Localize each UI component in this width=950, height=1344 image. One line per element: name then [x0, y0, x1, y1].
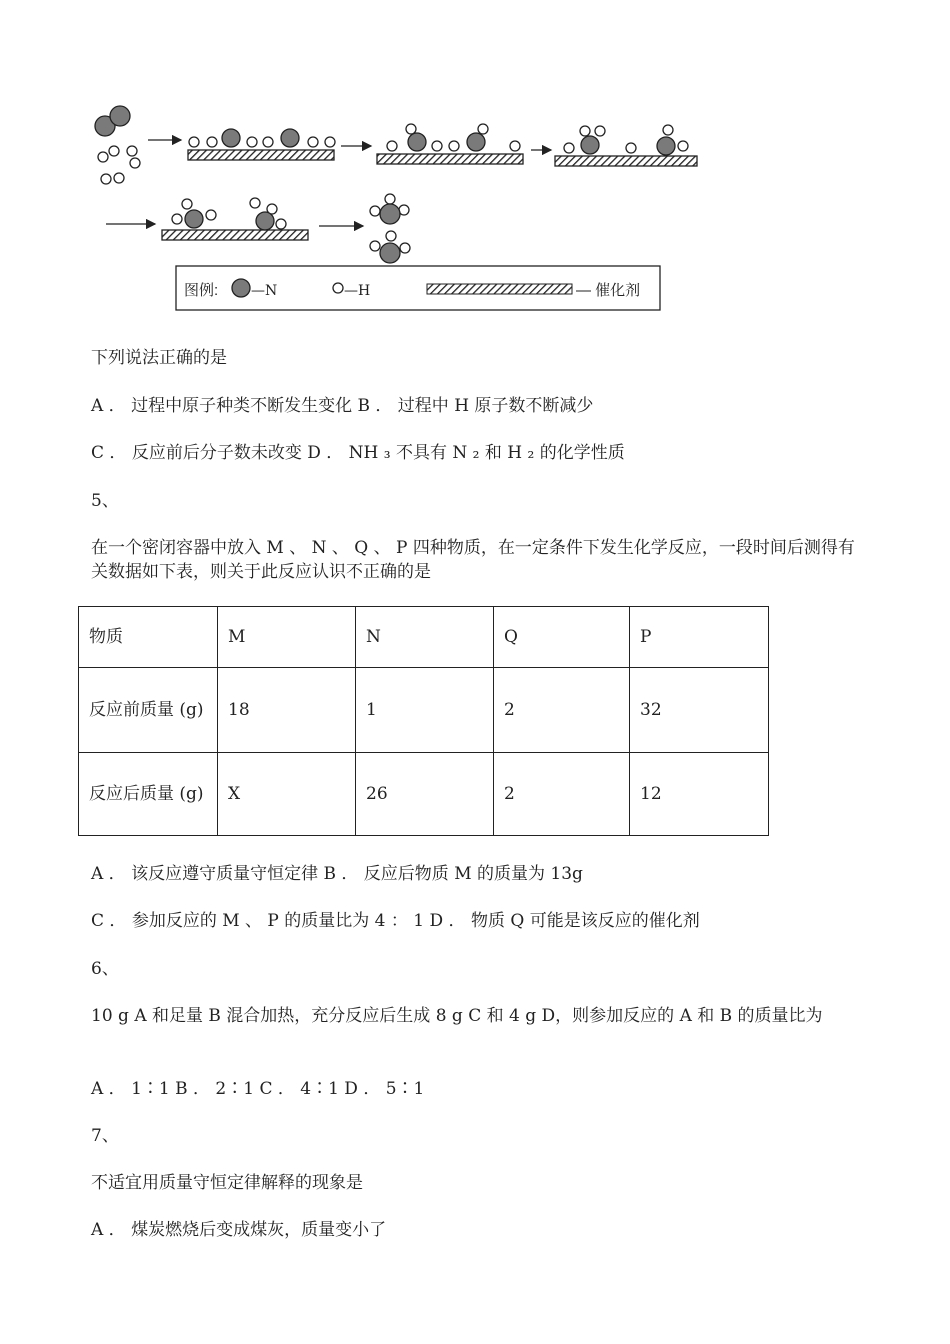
ammonia-molecules	[370, 194, 410, 263]
table-header-row	[79, 607, 769, 668]
n2-molecule	[95, 106, 130, 136]
q5-data-table	[78, 606, 769, 836]
q4-options-ab: A ． 过程中原子种类不断发生变化 B ． 过程中 H 原子数不断减少	[91, 396, 594, 416]
legend-n-label: —N	[251, 283, 278, 299]
table-cell: 32	[630, 668, 769, 753]
h2-molecules	[98, 146, 140, 184]
table-row	[79, 668, 769, 753]
q5-number: 5、	[91, 491, 119, 511]
n-atom-icon	[232, 279, 250, 297]
table-cell: 2	[494, 753, 630, 836]
q7-option-a: A ． 煤炭燃烧后变成煤灰，质量变小了	[91, 1220, 387, 1240]
legend-title: 图例:	[184, 282, 219, 299]
q4-options-cd: C ． 反应前后分子数未改变 D ． NH ₃ 不具有 N ₂ 和 H ₂ 的化学性质	[91, 443, 625, 463]
q6-stem: 10 g A 和足量 B 混合加热，充分反应后生成 8 g C 和 4 g D，则参加反应的 A 和 B 的质量比为	[91, 1006, 823, 1026]
q5-stem: 在一个密闭容器中放入 M 、 N 、 Q 、 P 四种物质，在一定条件下发生化学反应，一段时间后测得有关数据如下表，则关于此反应认识不正确的是	[91, 538, 855, 582]
table-cell: 反应前质量 (g)	[79, 668, 218, 753]
catalyst-stage-4	[555, 125, 697, 166]
q5-options-ab: A ． 该反应遵守质量守恒定律 B ． 反应后物质 M 的质量为 13g	[91, 864, 583, 884]
catalyst-swatch-icon	[427, 284, 572, 294]
table-row	[79, 753, 769, 836]
table-cell: 反应后质量 (g)	[79, 753, 218, 836]
legend-h-label: —H	[344, 283, 371, 299]
catalyst-stage-3	[377, 124, 523, 164]
table-cell: 2	[494, 668, 630, 753]
table-cell: X	[218, 753, 356, 836]
q4-stem: 下列说法正确的是	[91, 348, 227, 368]
table-cell: 18	[218, 668, 356, 753]
h-atom-icon	[333, 283, 343, 293]
table-cell: P	[630, 607, 769, 668]
q6-options: A ． 1∶1 B ． 2∶1 C ． 4∶1 D ． 5∶1	[91, 1079, 425, 1099]
catalyst-stage-5	[162, 198, 308, 240]
table-cell: 26	[356, 753, 494, 836]
table-cell: 物质	[79, 607, 218, 668]
q6-number: 6、	[91, 959, 119, 979]
q5-options-cd: C ． 参加反应的 M 、 P 的质量比为 4 ： 1 D ． 物质 Q 可能是该反应的催化剂	[91, 911, 700, 931]
legend-catalyst-label: — 催化剂	[576, 282, 641, 299]
q7-stem: 不适宜用质量守恒定律解释的现象是	[91, 1173, 363, 1193]
legend	[176, 266, 660, 310]
table-cell: N	[356, 607, 494, 668]
table-cell: 12	[630, 753, 769, 836]
table-cell: M	[218, 607, 356, 668]
table-cell: 1	[356, 668, 494, 753]
reaction-diagram	[88, 98, 708, 318]
q7-number: 7、	[91, 1126, 119, 1146]
table-cell: Q	[494, 607, 630, 668]
catalyst-stage-2	[188, 129, 335, 160]
